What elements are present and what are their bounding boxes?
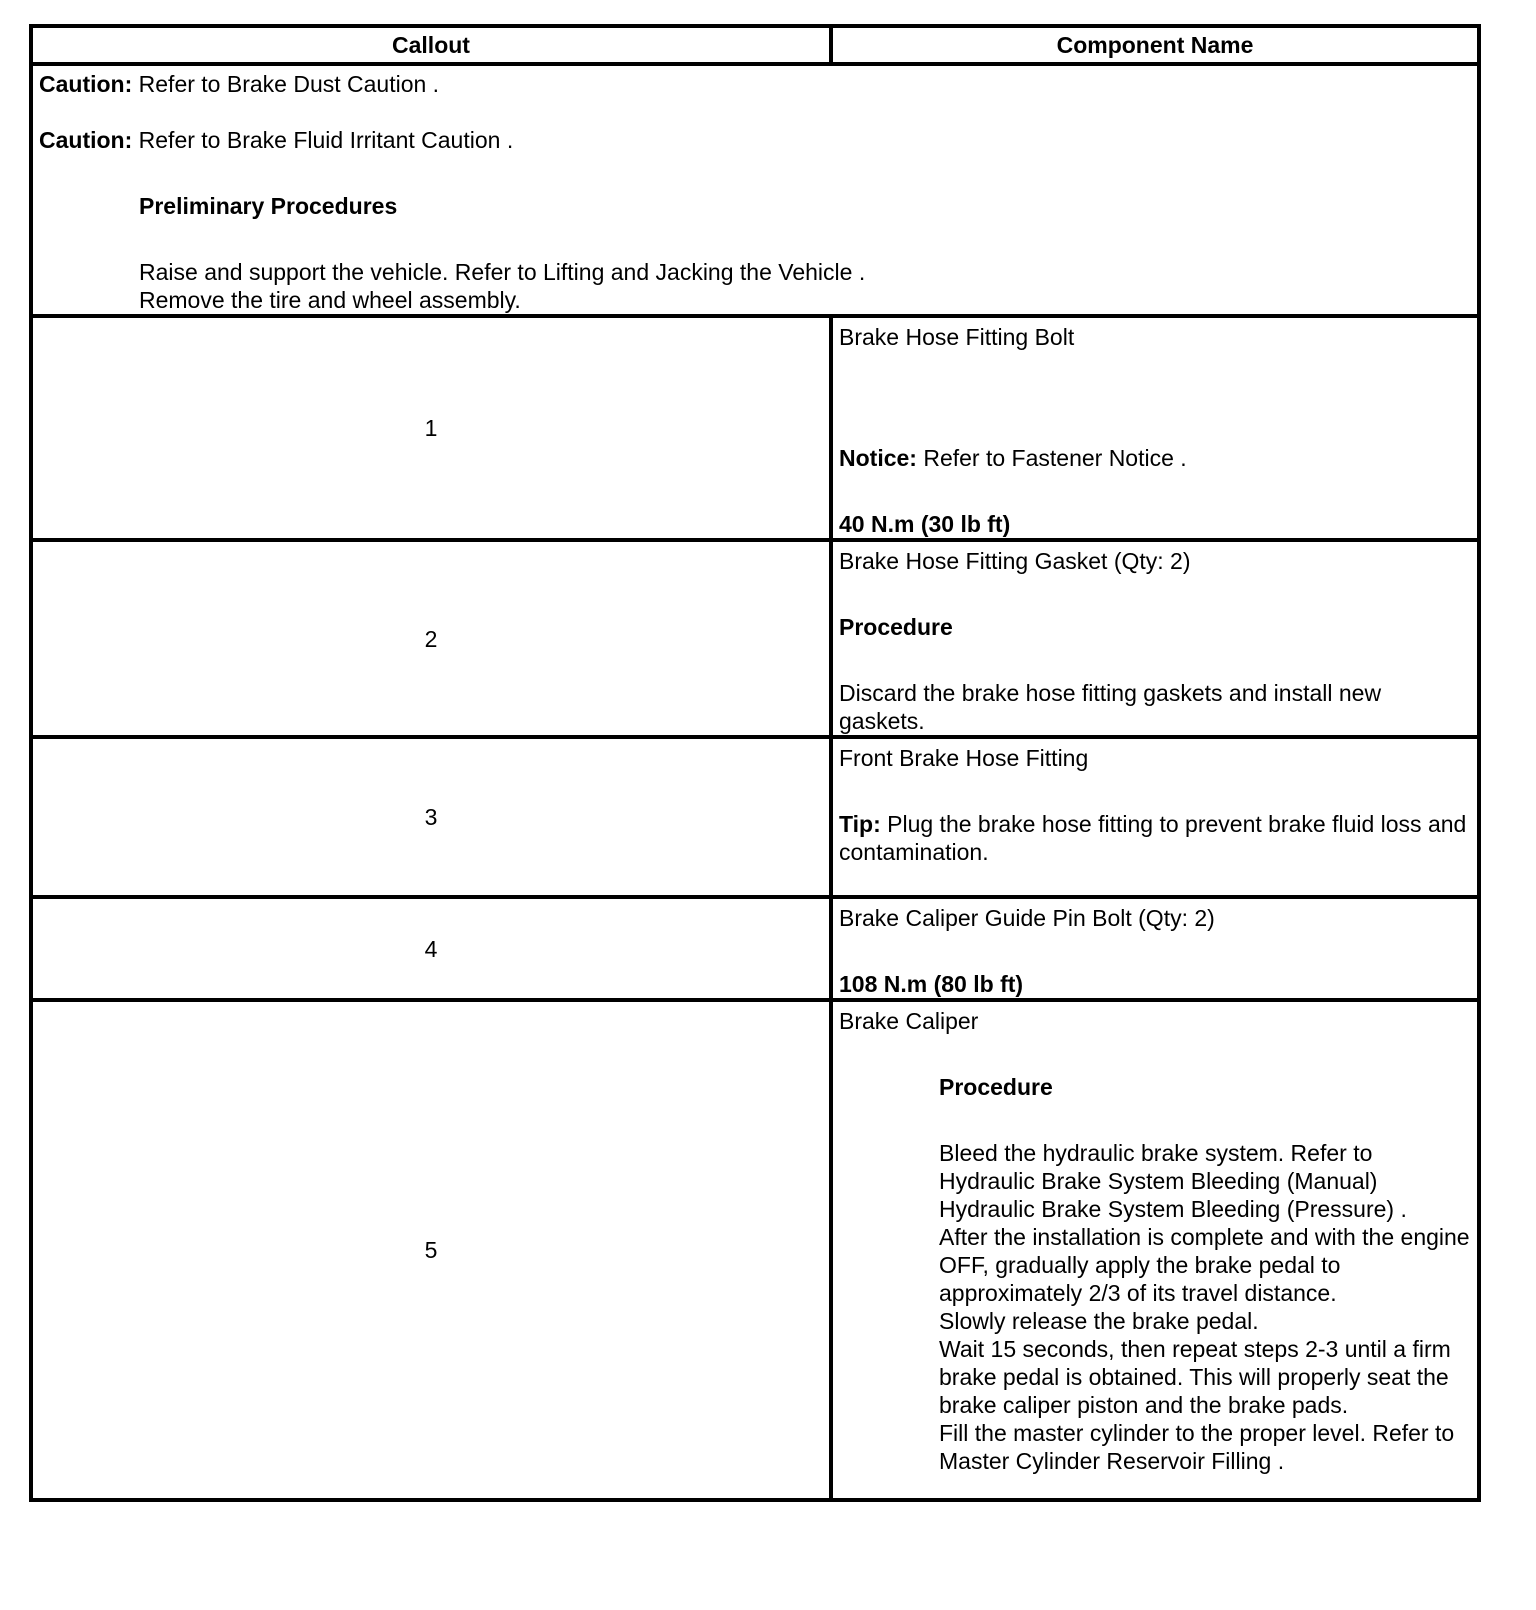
table-row (31, 897, 1479, 1000)
torque-spec: 108 N.m (80 lb ft) (839, 971, 1024, 997)
torque-spec: 40 N.m (30 lb ft) (839, 511, 1011, 537)
caution-label: Caution: (39, 71, 133, 97)
component-table (29, 24, 1481, 1502)
preliminary-heading: Preliminary Procedures (139, 193, 398, 219)
tip (839, 810, 1471, 866)
notice (839, 444, 1471, 472)
callout-number: 1 (31, 316, 831, 540)
tip-text: Plug the brake hose fitting to prevent brake fluid loss and contamination. (839, 811, 1467, 865)
procedure-text: Discard the brake hose fitting gaskets and install new gaskets. (839, 680, 1382, 734)
component-name: Brake Hose Fitting Gasket (Qty: 2) (839, 548, 1191, 574)
component-name-header: Component Name (831, 26, 1479, 64)
component-cell (831, 1000, 1479, 1500)
table-row (31, 316, 1479, 540)
callout-number: 3 (31, 737, 831, 897)
procedure-step: Slowly release the brake pedal. (939, 1308, 1259, 1334)
procedure-step: Wait 15 seconds, then repeat steps 2-3 until a firm brake pedal is obtained. This will properly seat the brake caliper piston and the brake pads. (939, 1336, 1451, 1418)
component-cell (831, 897, 1479, 1000)
preliminary-step: Raise and support the vehicle. Refer to Lifting and Jacking the Vehicle . (139, 259, 866, 285)
table-row (31, 540, 1479, 737)
header-row (31, 26, 1479, 64)
callout-number: 5 (31, 1000, 831, 1500)
caution-text: Refer to Brake Dust Caution . (132, 71, 440, 97)
table-row (31, 1000, 1479, 1500)
preliminary-step: Remove the tire and wheel assembly. (139, 287, 521, 313)
tip-label: Tip: (839, 811, 881, 837)
procedure-heading: Procedure (839, 614, 953, 640)
procedure-step: Fill the master cylinder to the proper level. Refer to Master Cylinder Reservoir Filling . (939, 1420, 1455, 1474)
procedure-step: Bleed the hydraulic brake system. Refer to Hydraulic Brake System Bleeding (Manual) Hydraulic Brake System Bleeding (Pressure) . (939, 1140, 1407, 1222)
intro-row (31, 64, 1479, 316)
callout-number: 4 (31, 897, 831, 1000)
component-cell (831, 540, 1479, 737)
notice-text: Refer to Fastener Notice . (916, 445, 1187, 471)
component-name: Brake Hose Fitting Bolt (839, 324, 1075, 350)
procedure-heading: Procedure (939, 1074, 1053, 1100)
table-row (31, 737, 1479, 897)
component-name: Brake Caliper Guide Pin Bolt (Qty: 2) (839, 905, 1215, 931)
callout-number: 2 (31, 540, 831, 737)
component-cell (831, 737, 1479, 897)
component-name: Front Brake Hose Fitting (839, 745, 1089, 771)
caution-dust (39, 70, 1471, 98)
notice-label: Notice: (839, 445, 917, 471)
caution-text: Refer to Brake Fluid Irritant Caution . (132, 127, 514, 153)
caution-label: Caution: (39, 127, 133, 153)
component-cell (831, 316, 1479, 540)
procedure-step: After the installation is complete and with the engine OFF, gradually apply the brake pedal to approximately 2/3 of its travel distance. (939, 1224, 1470, 1306)
component-name: Brake Caliper (839, 1008, 979, 1034)
intro-cell (31, 64, 1479, 316)
preliminary-section (39, 182, 1471, 314)
procedure-section (839, 1035, 1471, 1475)
caution-fluid (39, 126, 1471, 154)
callout-header: Callout (31, 26, 831, 64)
